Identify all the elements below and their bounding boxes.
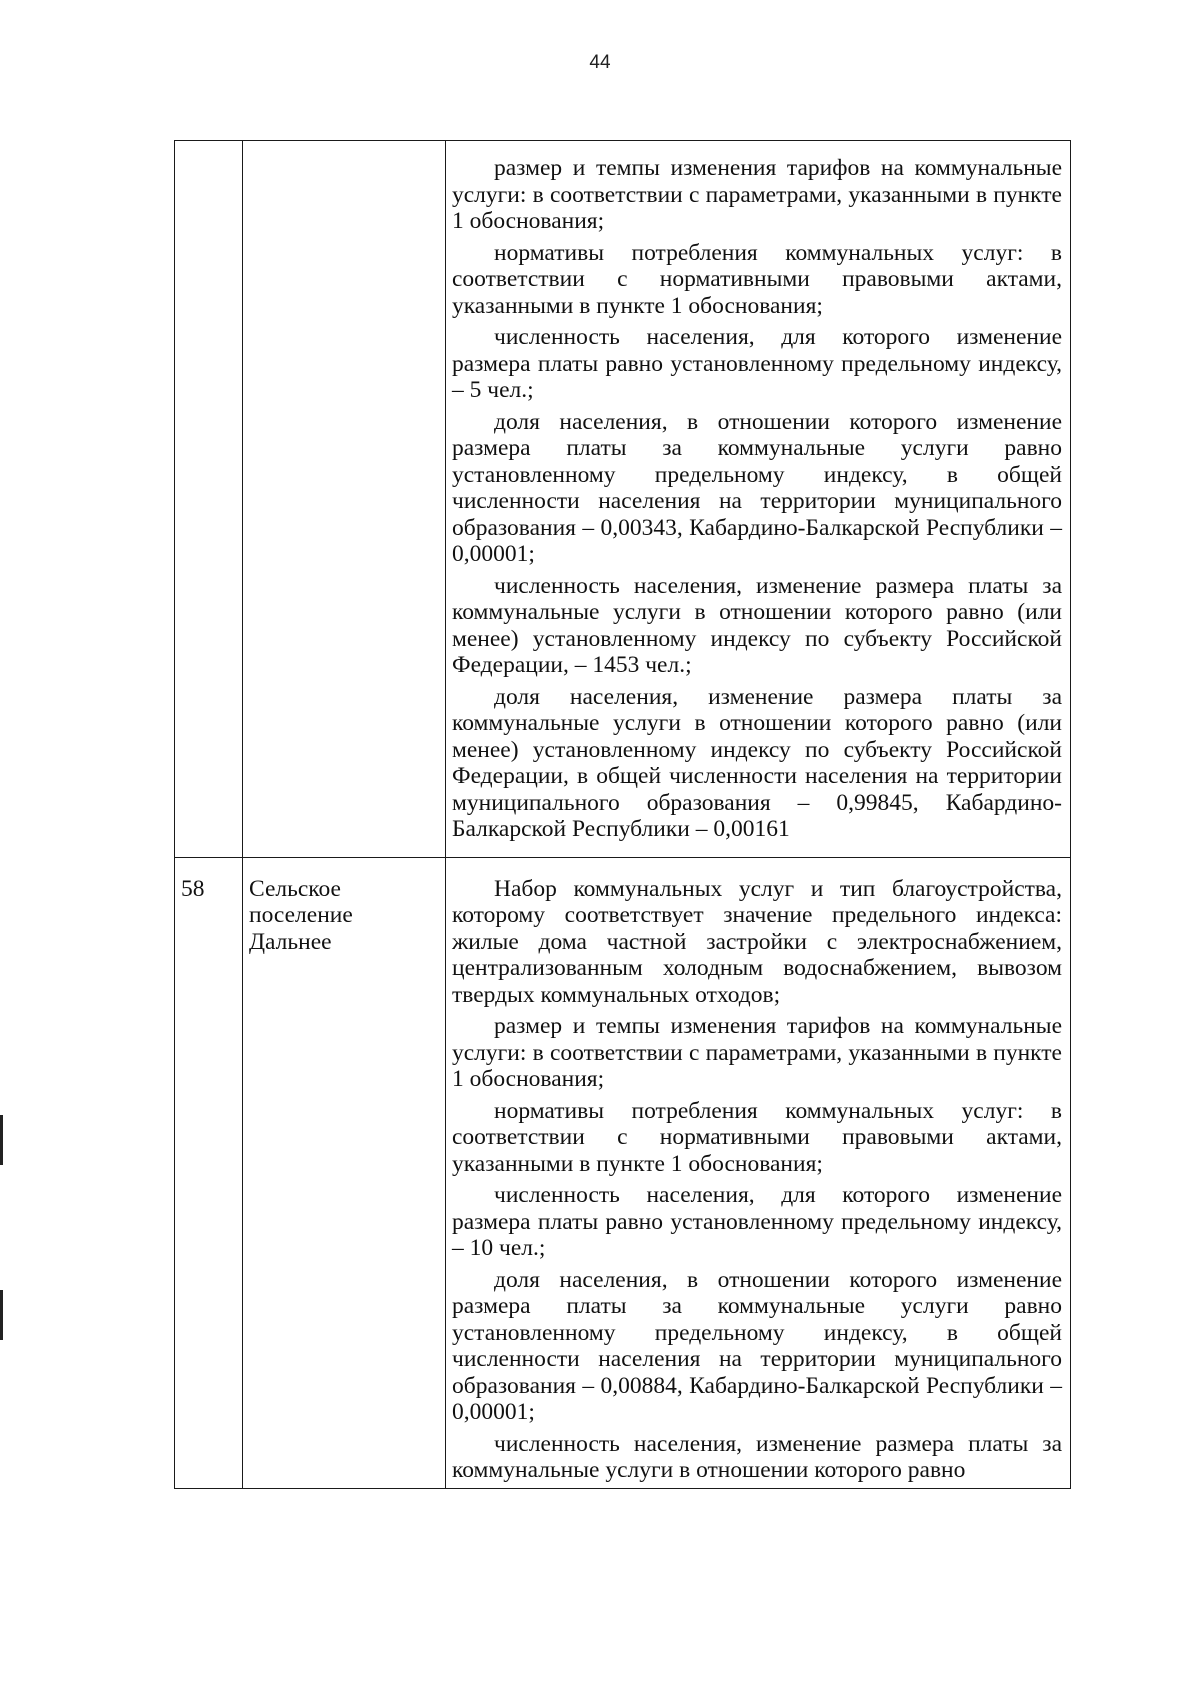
description-paragraph: доля населения, изменение размера платы за коммунальные услуги в отношении которого равно (или менее) установленному индексу по субъекту Российской Федерации, в общей численности населения на территории муниципального образования – 0,99845, Кабардино-Балкарской Республики – 0,00161 (452, 683, 1062, 842)
municipality-name-line: Дальнее (249, 928, 332, 955)
description-paragraph: численность населения, изменение размера платы за коммунальные услуги в отношении которого равно (или менее) установленному индексу по субъекту Российской Федерации, – 1453 чел.; (452, 572, 1062, 678)
table-row (175, 857, 1071, 1488)
description-paragraph: нормативы потребления коммунальных услуг: в соответствии с нормативными правовыми актами, указанными в пункте 1 обоснования; (452, 239, 1062, 319)
description-paragraph: нормативы потребления коммунальных услуг: в соответствии с нормативными правовыми актами, указанными в пункте 1 обоснования; (452, 1097, 1062, 1177)
description-paragraph: доля населения, в отношении которого изменение размера платы за коммунальные услуги равно установленному предельному индексу, в общей численности населения на территории муниципального образования – 0,00884, Кабардино-Балкарской Республики – 0,00001; (452, 1266, 1062, 1425)
description-paragraph: численность населения, для которого изменение размера платы равно установленному предельному индексу, – 10 чел.; (452, 1182, 1062, 1261)
scan-edge-mark (0, 1290, 3, 1340)
description-paragraph: численность населения, изменение размера платы за коммунальные услуги в отношении которого равно (452, 1430, 1062, 1483)
description-paragraph: размер и темпы изменения тарифов на коммунальные услуги: в соответствии с параметрами, указанными в пункте 1 обоснования; (452, 1013, 1062, 1092)
tariff-justification-table (174, 140, 1071, 1489)
municipality-name-cell (243, 141, 446, 858)
description-paragraph: Набор коммунальных услуг и тип благоустройства, которому соответствует значение предельного индекса: жилые дома частной застройки с электроснабжением, централизованным холодным водоснабжением, вывозом твердых коммунальных отходов; (452, 875, 1062, 1008)
description-paragraph: численность населения, для которого изменение размера платы равно установленному предельному индексу, – 5 чел.; (452, 324, 1062, 403)
municipality-name-cell (243, 857, 446, 1488)
municipality-name-line: поселение (249, 902, 353, 928)
description-cell (446, 141, 1071, 858)
scan-edge-mark (0, 1115, 3, 1165)
municipality-name-line: Сельское (249, 875, 341, 902)
description-paragraph: размер и темпы изменения тарифов на коммунальные услуги: в соответствии с параметрами, указанными в пункте 1 обоснования; (452, 155, 1062, 234)
row-number-cell: 58 (175, 857, 243, 1488)
table-row (175, 141, 1071, 858)
row-number-cell (175, 141, 243, 858)
description-cell (446, 857, 1071, 1488)
description-paragraph: доля населения, в отношении которого изменение размера платы за коммунальные услуги равно установленному предельному индексу, в общей численности населения на территории муниципального образования – 0,00343, Кабардино-Балкарской Республики – 0,00001; (452, 408, 1062, 567)
page-number: 44 (589, 52, 611, 73)
